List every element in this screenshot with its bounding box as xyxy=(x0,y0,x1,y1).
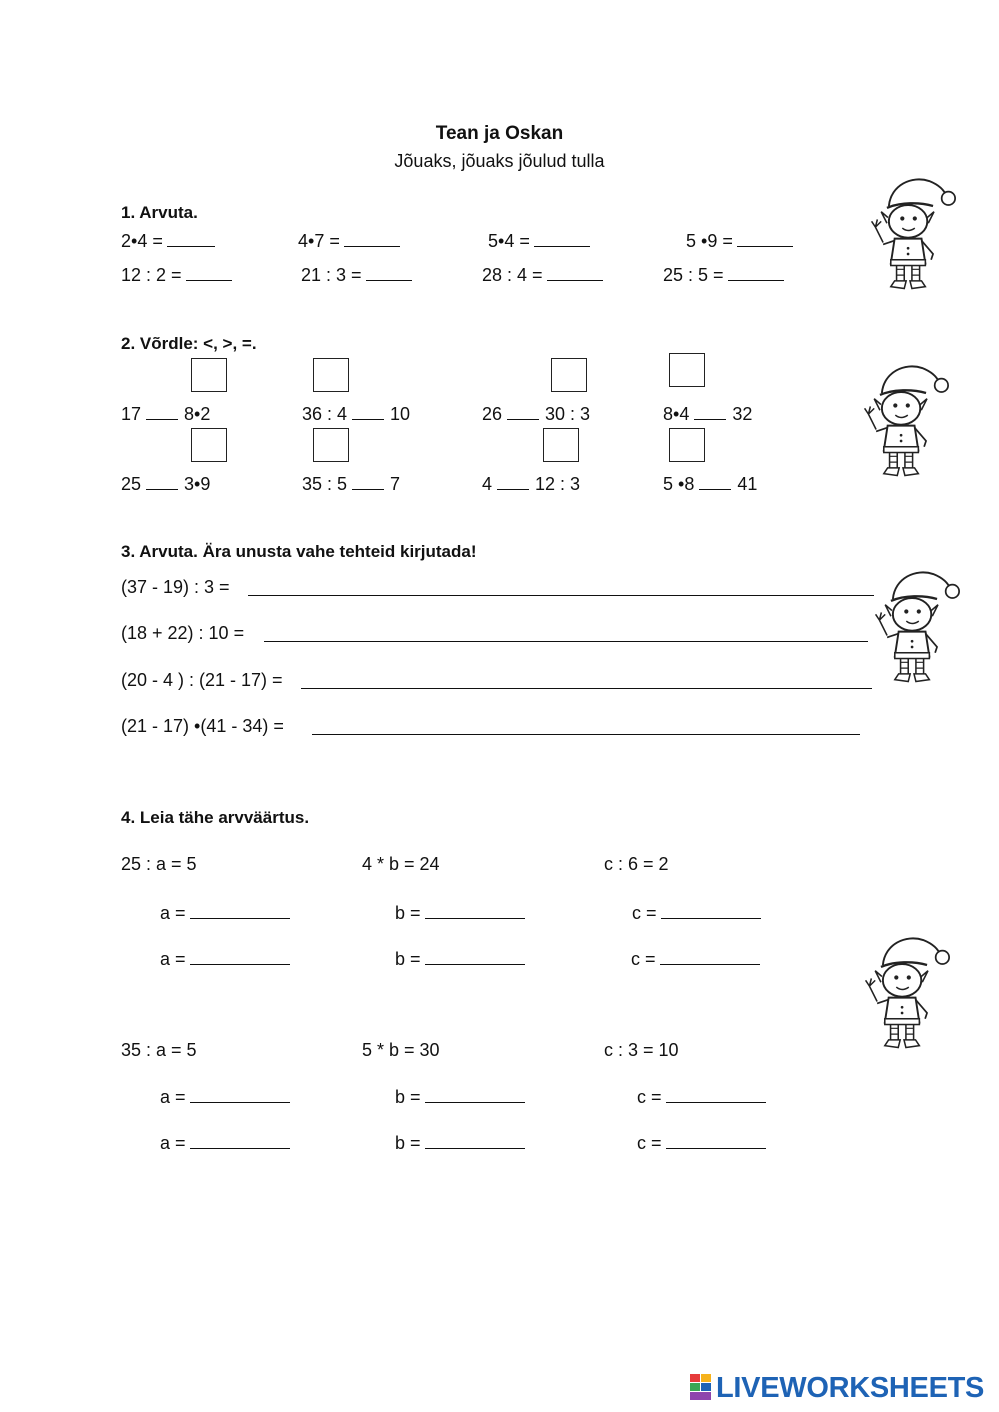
s4-g1-b1 xyxy=(395,902,525,924)
s4-g2-eq-a: 35 : a = 5 xyxy=(121,1040,197,1060)
answer-blank[interactable] xyxy=(425,1132,525,1149)
s3-item2-label: (18 + 22) : 10 = xyxy=(121,623,245,643)
section2-heading: 2. Võrdle: <, >, =. xyxy=(121,334,257,353)
expression-text: 12 : 2 = xyxy=(121,265,182,285)
left-expr: 4 xyxy=(482,474,493,494)
s4-g1-a1 xyxy=(160,902,290,924)
answer-blank[interactable] xyxy=(728,264,784,281)
s2-r2-c1 xyxy=(121,473,210,495)
compare-blank xyxy=(699,473,731,490)
s1-r2-q2 xyxy=(301,264,412,286)
elf-icon xyxy=(856,924,952,1054)
right-expr: 7 xyxy=(390,474,401,494)
answer-blank[interactable] xyxy=(366,264,412,281)
s2-r2-c2 xyxy=(302,473,400,495)
section4-heading: 4. Leia tähe arvväärtus. xyxy=(121,808,310,827)
answer-blank[interactable] xyxy=(737,230,793,247)
answer-line[interactable] xyxy=(264,641,868,642)
s2-r1-c3 xyxy=(482,403,590,425)
s4-g1-eq-c: c : 6 = 2 xyxy=(604,854,669,874)
expression-text: 5 •9 = xyxy=(686,231,733,251)
s4-g2-b1 xyxy=(395,1086,525,1108)
s4-g1-c2 xyxy=(631,948,760,970)
right-expr: 41 xyxy=(737,474,758,494)
answer-blank[interactable] xyxy=(425,1086,525,1103)
logo-text: LIVEWORKSHEETS xyxy=(716,1372,985,1404)
compare-blank xyxy=(497,473,529,490)
compare-box[interactable] xyxy=(669,353,705,387)
page-subtitle: Jõuaks, jõuaks jõulud tulla xyxy=(394,151,605,171)
expression-text: 4•7 = xyxy=(298,231,340,251)
answer-blank[interactable] xyxy=(167,230,215,247)
compare-blank xyxy=(146,403,178,420)
s1-r2-q4 xyxy=(663,264,784,286)
left-expr: 17 xyxy=(121,404,142,424)
s3-item4-label: (21 - 17) •(41 - 34) = xyxy=(121,716,284,736)
compare-box[interactable] xyxy=(313,358,349,392)
s2-r2-c3 xyxy=(482,473,580,495)
right-expr: 3•9 xyxy=(184,474,211,494)
answer-blank[interactable] xyxy=(666,1132,766,1149)
answer-blank[interactable] xyxy=(666,1086,766,1103)
s4-g1-b2 xyxy=(395,948,525,970)
s2-r1-c4 xyxy=(663,403,752,425)
left-expr: 26 xyxy=(482,404,503,424)
answer-blank[interactable] xyxy=(190,1132,290,1149)
compare-blank xyxy=(352,403,384,420)
var-label: a = xyxy=(160,949,186,969)
answer-blank[interactable] xyxy=(190,1086,290,1103)
right-expr: 32 xyxy=(732,404,753,424)
liveworksheets-logo-icon xyxy=(690,1374,712,1400)
right-expr: 10 xyxy=(390,404,411,424)
answer-blank[interactable] xyxy=(534,230,590,247)
s4-g1-eq-a: 25 : a = 5 xyxy=(121,854,197,874)
compare-box[interactable] xyxy=(191,428,227,462)
answer-blank[interactable] xyxy=(547,264,603,281)
left-expr: 5 •8 xyxy=(663,474,695,494)
compare-blank xyxy=(694,403,726,420)
var-label: b = xyxy=(395,1087,421,1107)
s1-r1-q3 xyxy=(488,230,590,252)
var-label: c = xyxy=(637,1133,662,1153)
s4-g1-a2 xyxy=(160,948,290,970)
expression-text: 25 : 5 = xyxy=(663,265,724,285)
compare-blank xyxy=(146,473,178,490)
s1-r2-q3 xyxy=(482,264,603,286)
answer-blank[interactable] xyxy=(190,902,290,919)
expression-text: 5•4 = xyxy=(488,231,530,251)
compare-box[interactable] xyxy=(543,428,579,462)
answer-blank[interactable] xyxy=(425,902,525,919)
answer-blank[interactable] xyxy=(190,948,290,965)
s2-r1-c1 xyxy=(121,403,210,425)
var-label: b = xyxy=(395,903,421,923)
liveworksheets-logo[interactable] xyxy=(690,1372,984,1405)
s3-item1-label: (37 - 19) : 3 = xyxy=(121,577,230,597)
s4-g1-eq-b: 4 * b = 24 xyxy=(362,854,440,874)
s1-r2-q1 xyxy=(121,264,232,286)
page-title: Tean ja Oskan xyxy=(435,123,564,144)
elf-icon xyxy=(855,352,951,482)
answer-blank[interactable] xyxy=(344,230,400,247)
var-label: b = xyxy=(395,1133,421,1153)
answer-blank[interactable] xyxy=(661,902,761,919)
s4-g2-c2 xyxy=(637,1132,766,1154)
s4-g2-eq-b: 5 * b = 30 xyxy=(362,1040,440,1060)
s1-r1-q2 xyxy=(298,230,400,252)
s4-g1-c1 xyxy=(632,902,761,924)
compare-blank xyxy=(352,473,384,490)
var-label: c = xyxy=(631,949,656,969)
compare-box[interactable] xyxy=(191,358,227,392)
answer-blank[interactable] xyxy=(660,948,760,965)
section3-heading: 3. Arvuta. Ära unusta vahe tehteid kirjutada! xyxy=(121,542,477,561)
compare-box[interactable] xyxy=(669,428,705,462)
s4-g2-eq-c: c : 3 = 10 xyxy=(604,1040,679,1060)
var-label: a = xyxy=(160,1087,186,1107)
expression-text: 21 : 3 = xyxy=(301,265,362,285)
compare-box[interactable] xyxy=(313,428,349,462)
left-expr: 36 : 4 xyxy=(302,404,348,424)
left-expr: 25 xyxy=(121,474,142,494)
s3-item3-label: (20 - 4 ) : (21 - 17) = xyxy=(121,670,283,690)
var-label: c = xyxy=(637,1087,662,1107)
answer-blank[interactable] xyxy=(425,948,525,965)
s2-r2-c4 xyxy=(663,473,757,495)
var-label: c = xyxy=(632,903,657,923)
s2-r1-c2 xyxy=(302,403,410,425)
elf-icon xyxy=(866,558,962,688)
s4-g2-a1 xyxy=(160,1086,290,1108)
var-label: a = xyxy=(160,903,186,923)
left-expr: 35 : 5 xyxy=(302,474,348,494)
right-expr: 12 : 3 xyxy=(535,474,581,494)
answer-line[interactable] xyxy=(248,595,874,596)
left-expr: 8•4 xyxy=(663,404,690,424)
elf-icon xyxy=(862,165,958,295)
s4-g2-a2 xyxy=(160,1132,290,1154)
answer-line[interactable] xyxy=(312,734,860,735)
s4-g2-b2 xyxy=(395,1132,525,1154)
expression-text: 2•4 = xyxy=(121,231,163,251)
right-expr: 8•2 xyxy=(184,404,211,424)
section1-heading: 1. Arvuta. xyxy=(121,203,198,222)
s1-r1-q4 xyxy=(686,230,793,252)
compare-blank xyxy=(507,403,539,420)
var-label: a = xyxy=(160,1133,186,1153)
var-label: b = xyxy=(395,949,421,969)
answer-blank[interactable] xyxy=(186,264,232,281)
expression-text: 28 : 4 = xyxy=(482,265,543,285)
s4-g2-c1 xyxy=(637,1086,766,1108)
right-expr: 30 : 3 xyxy=(545,404,591,424)
compare-box[interactable] xyxy=(551,358,587,392)
s1-r1-q1 xyxy=(121,230,215,252)
answer-line[interactable] xyxy=(301,688,872,689)
